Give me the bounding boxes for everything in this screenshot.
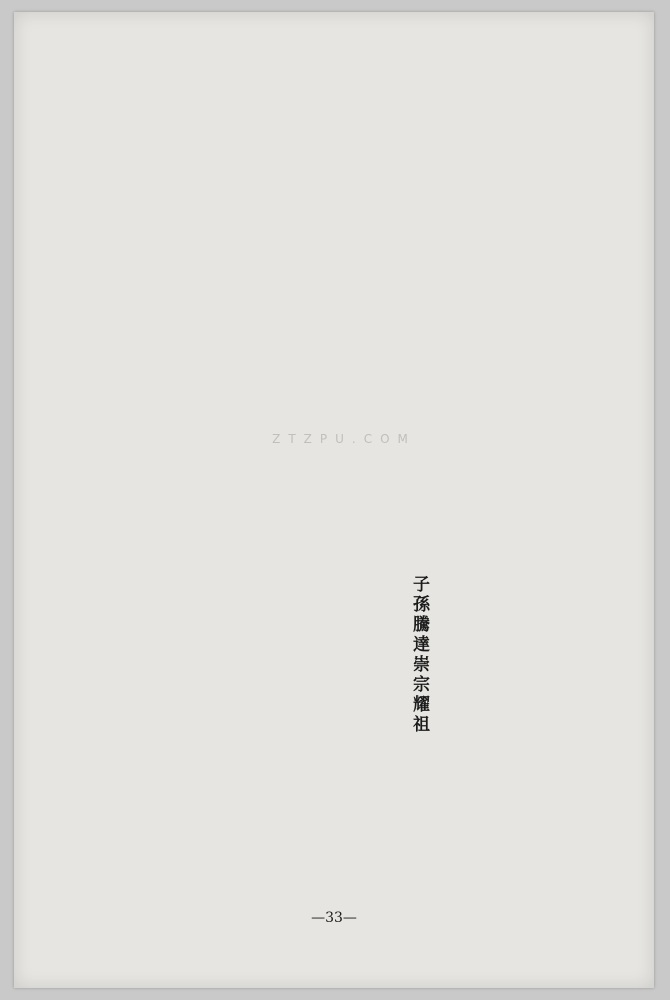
page-number: —33—: [311, 910, 357, 926]
section-title: 子孫騰達崇宗耀祖: [409, 575, 429, 735]
book-page: [14, 12, 654, 988]
watermark: ZTZPU.COM: [272, 432, 416, 446]
scan-shadow: [14, 12, 654, 988]
